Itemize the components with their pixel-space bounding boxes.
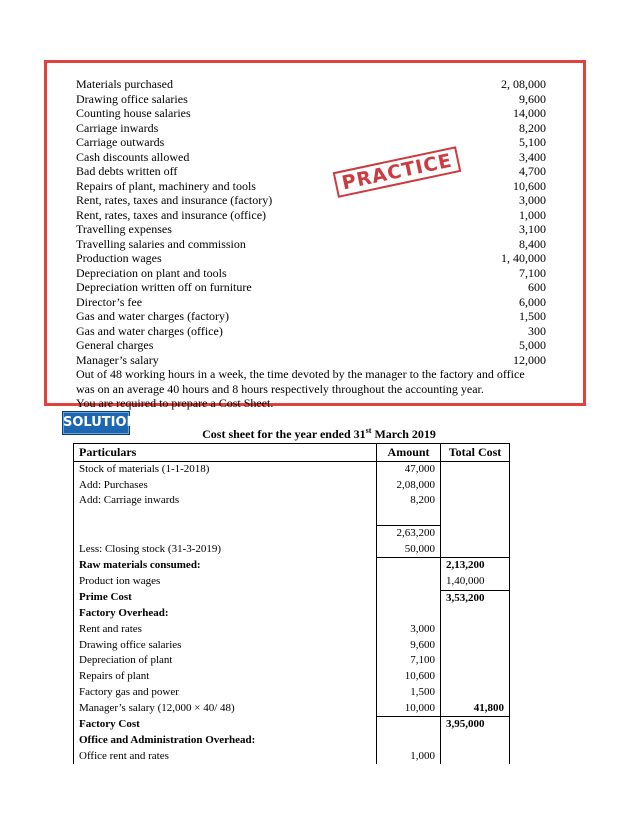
table-row [74,606,510,622]
practice-item-label: Materials purchased [76,77,173,91]
cell-total-cost [441,542,510,558]
cell-total-cost [441,685,510,701]
cost-sheet-title [0,424,638,441]
practice-item-label: Carriage inwards [76,120,159,135]
practice-item-amount: 7,100 [519,265,546,280]
practice-item [76,353,546,368]
practice-item-label: Bad debts written off [76,164,178,178]
practice-item-amount: 14,000 [513,106,546,120]
practice-item [76,193,546,208]
practice-item [76,208,546,223]
practice-item-amount: 3,100 [519,222,546,236]
practice-item [76,309,546,324]
cell-amount: 10,600 [377,669,441,685]
practice-item [76,77,546,92]
practice-item-label: Rent, rates, taxes and insurance (factory) [76,193,273,207]
cell-total-cost: 2,13,200 [441,558,510,574]
practice-item [76,251,546,266]
title-text-end: March 2019 [371,427,436,441]
cell-amount [377,590,441,606]
header-amount: Amount [377,444,441,462]
instructions-line: was on an average 40 hours and 8 hours respectively throughout the accounting year. [76,381,484,396]
cell-total-cost [441,669,510,685]
table-row [74,749,510,765]
practice-item [76,135,546,150]
cell-amount: 9,600 [377,638,441,654]
table-row [74,574,510,590]
practice-item-list [76,77,546,411]
practice-item [76,338,546,353]
practice-item [76,237,546,252]
table-row [74,622,510,638]
practice-item [76,121,546,136]
cell-particulars: Manager’s salary (12,000 × 40/ 48) [74,701,377,717]
cell-total-cost [441,478,510,494]
table-header-row [74,444,510,462]
cell-particulars: Add: Purchases [74,478,377,494]
cell-amount: 10,000 [377,701,441,717]
cell-amount [377,558,441,574]
table-row [74,733,510,749]
practice-item [76,106,546,121]
cell-particulars [74,525,377,541]
table-row [74,590,510,606]
cell-amount: 2,08,000 [377,478,441,494]
practice-item-label: Production wages [76,251,162,265]
practice-item [76,164,546,179]
cell-particulars: Office and Administration Overhead: [74,733,377,749]
title-superscript: st [365,426,372,435]
cell-particulars: Drawing office salaries [74,638,377,654]
practice-item-label: Depreciation on plant and tools [76,265,227,280]
cell-particulars: Less: Closing stock (31-3-2019) [74,542,377,558]
practice-item-amount: 2, 08,000 [501,77,546,91]
table-row [74,462,510,478]
table-row [74,478,510,494]
practice-item-label: Gas and water charges (office) [76,323,223,338]
practice-item-amount: 5,000 [519,338,546,352]
cell-total-cost [441,749,510,765]
practice-item-label: Drawing office salaries [76,91,188,106]
practice-item [76,92,546,107]
practice-item [76,150,546,165]
instructions-line: You are required to prepare a Cost Sheet. [76,396,274,410]
practice-item [76,179,546,194]
practice-item-amount: 8,400 [519,236,546,251]
cell-particulars: Rent and rates [74,622,377,638]
cell-total-cost [441,606,510,622]
practice-item-label: Cash discounts allowed [76,149,190,164]
practice-item [76,280,546,295]
table-row [74,558,510,574]
cell-particulars: Raw materials consumed: [74,558,377,574]
practice-item-label: Rent, rates, taxes and insurance (office) [76,207,267,222]
cell-amount: 2,63,200 [377,525,441,541]
cell-particulars: Stock of materials (1-1-2018) [74,462,377,478]
cell-particulars [74,509,377,525]
table-row [74,685,510,701]
table-row [74,669,510,685]
cell-total-cost [441,509,510,525]
practice-item-amount: 10,600 [513,178,546,193]
practice-item-label: Travelling salaries and commission [76,236,246,251]
practice-item-amount: 4,700 [519,164,546,178]
table-row [74,542,510,558]
cell-amount [377,606,441,622]
cell-particulars: Repairs of plant [74,669,377,685]
cell-amount [377,509,441,525]
cell-total-cost [441,653,510,669]
cell-amount: 3,000 [377,622,441,638]
practice-problem-box [44,60,586,410]
practice-item-amount: 8,200 [519,120,546,135]
cell-total-cost [441,622,510,638]
practice-stamp: PRACTICE [333,146,462,198]
cell-particulars: Prime Cost [74,590,377,606]
practice-item-amount: 1, 40,000 [501,251,546,265]
header-particulars: Particulars [74,444,377,462]
title-text: Cost sheet for the year ended 31 [202,427,366,441]
cell-particulars: Product ion wages [74,574,377,590]
instructions-paragraph [76,367,551,411]
table-row [74,653,510,669]
header-total-cost: Total Cost [441,444,510,462]
practice-item-amount: 6,000 [519,294,546,309]
cell-amount: 8,200 [377,493,441,509]
practice-item [76,266,546,281]
practice-item-amount: 3,400 [519,149,546,164]
cell-amount: 7,100 [377,653,441,669]
cell-amount: 50,000 [377,542,441,558]
practice-item-amount: 9,600 [519,91,546,106]
practice-item [76,295,546,310]
table-row [74,638,510,654]
cell-total-cost [441,493,510,509]
cell-total-cost: 3,53,200 [441,590,510,606]
practice-item-amount: 1,500 [519,309,546,323]
cell-total-cost [441,733,510,749]
cell-amount: 1,500 [377,685,441,701]
table-row [74,717,510,733]
cell-particulars: Office rent and rates [74,749,377,765]
cell-particulars: Factory Overhead: [74,606,377,622]
cell-amount [377,717,441,733]
cell-amount [377,733,441,749]
practice-item-label: Travelling expenses [76,222,172,236]
practice-item-label: Repairs of plant, machinery and tools [76,178,256,193]
cell-total-cost: 1,40,000 [441,574,510,590]
table-row [74,509,510,525]
practice-item-amount: 3,000 [519,193,546,207]
practice-item-amount: 5,100 [519,135,546,149]
practice-item-label: Gas and water charges (factory) [76,309,230,323]
cell-particulars: Depreciation of plant [74,653,377,669]
practice-item [76,324,546,339]
cell-total-cost [441,525,510,541]
table-row [74,701,510,717]
instructions-line: Out of 48 working hours in a week, the time devoted by the manager to the factory and office [76,367,525,381]
cell-amount: 47,000 [377,462,441,478]
practice-item-label: General charges [76,338,154,352]
cell-particulars: Factory gas and power [74,685,377,701]
practice-item [76,222,546,237]
cell-particulars: Add: Carriage inwards [74,493,377,509]
table-row [74,525,510,541]
practice-item-label: Carriage outwards [76,135,165,149]
cell-particulars: Factory Cost [74,717,377,733]
cost-sheet-table [73,443,510,764]
practice-item-label: Director’s fee [76,294,143,309]
practice-item-amount: 600 [528,280,546,294]
practice-item-label: Counting house salaries [76,106,191,120]
cell-total-cost [441,638,510,654]
practice-item-amount: 12,000 [513,352,546,367]
solution-badge: SOLUTION [62,411,130,435]
cell-amount [377,574,441,590]
practice-item-amount: 300 [528,323,546,338]
cell-amount: 1,000 [377,749,441,765]
practice-item-amount: 1,000 [519,207,546,222]
cell-total-cost: 41,800 [441,701,510,717]
table-row [74,493,510,509]
practice-item-label: Manager’s salary [76,352,159,367]
practice-item-label: Depreciation written off on furniture [76,280,252,294]
cell-total-cost: 3,95,000 [441,717,510,733]
cell-total-cost [441,462,510,478]
